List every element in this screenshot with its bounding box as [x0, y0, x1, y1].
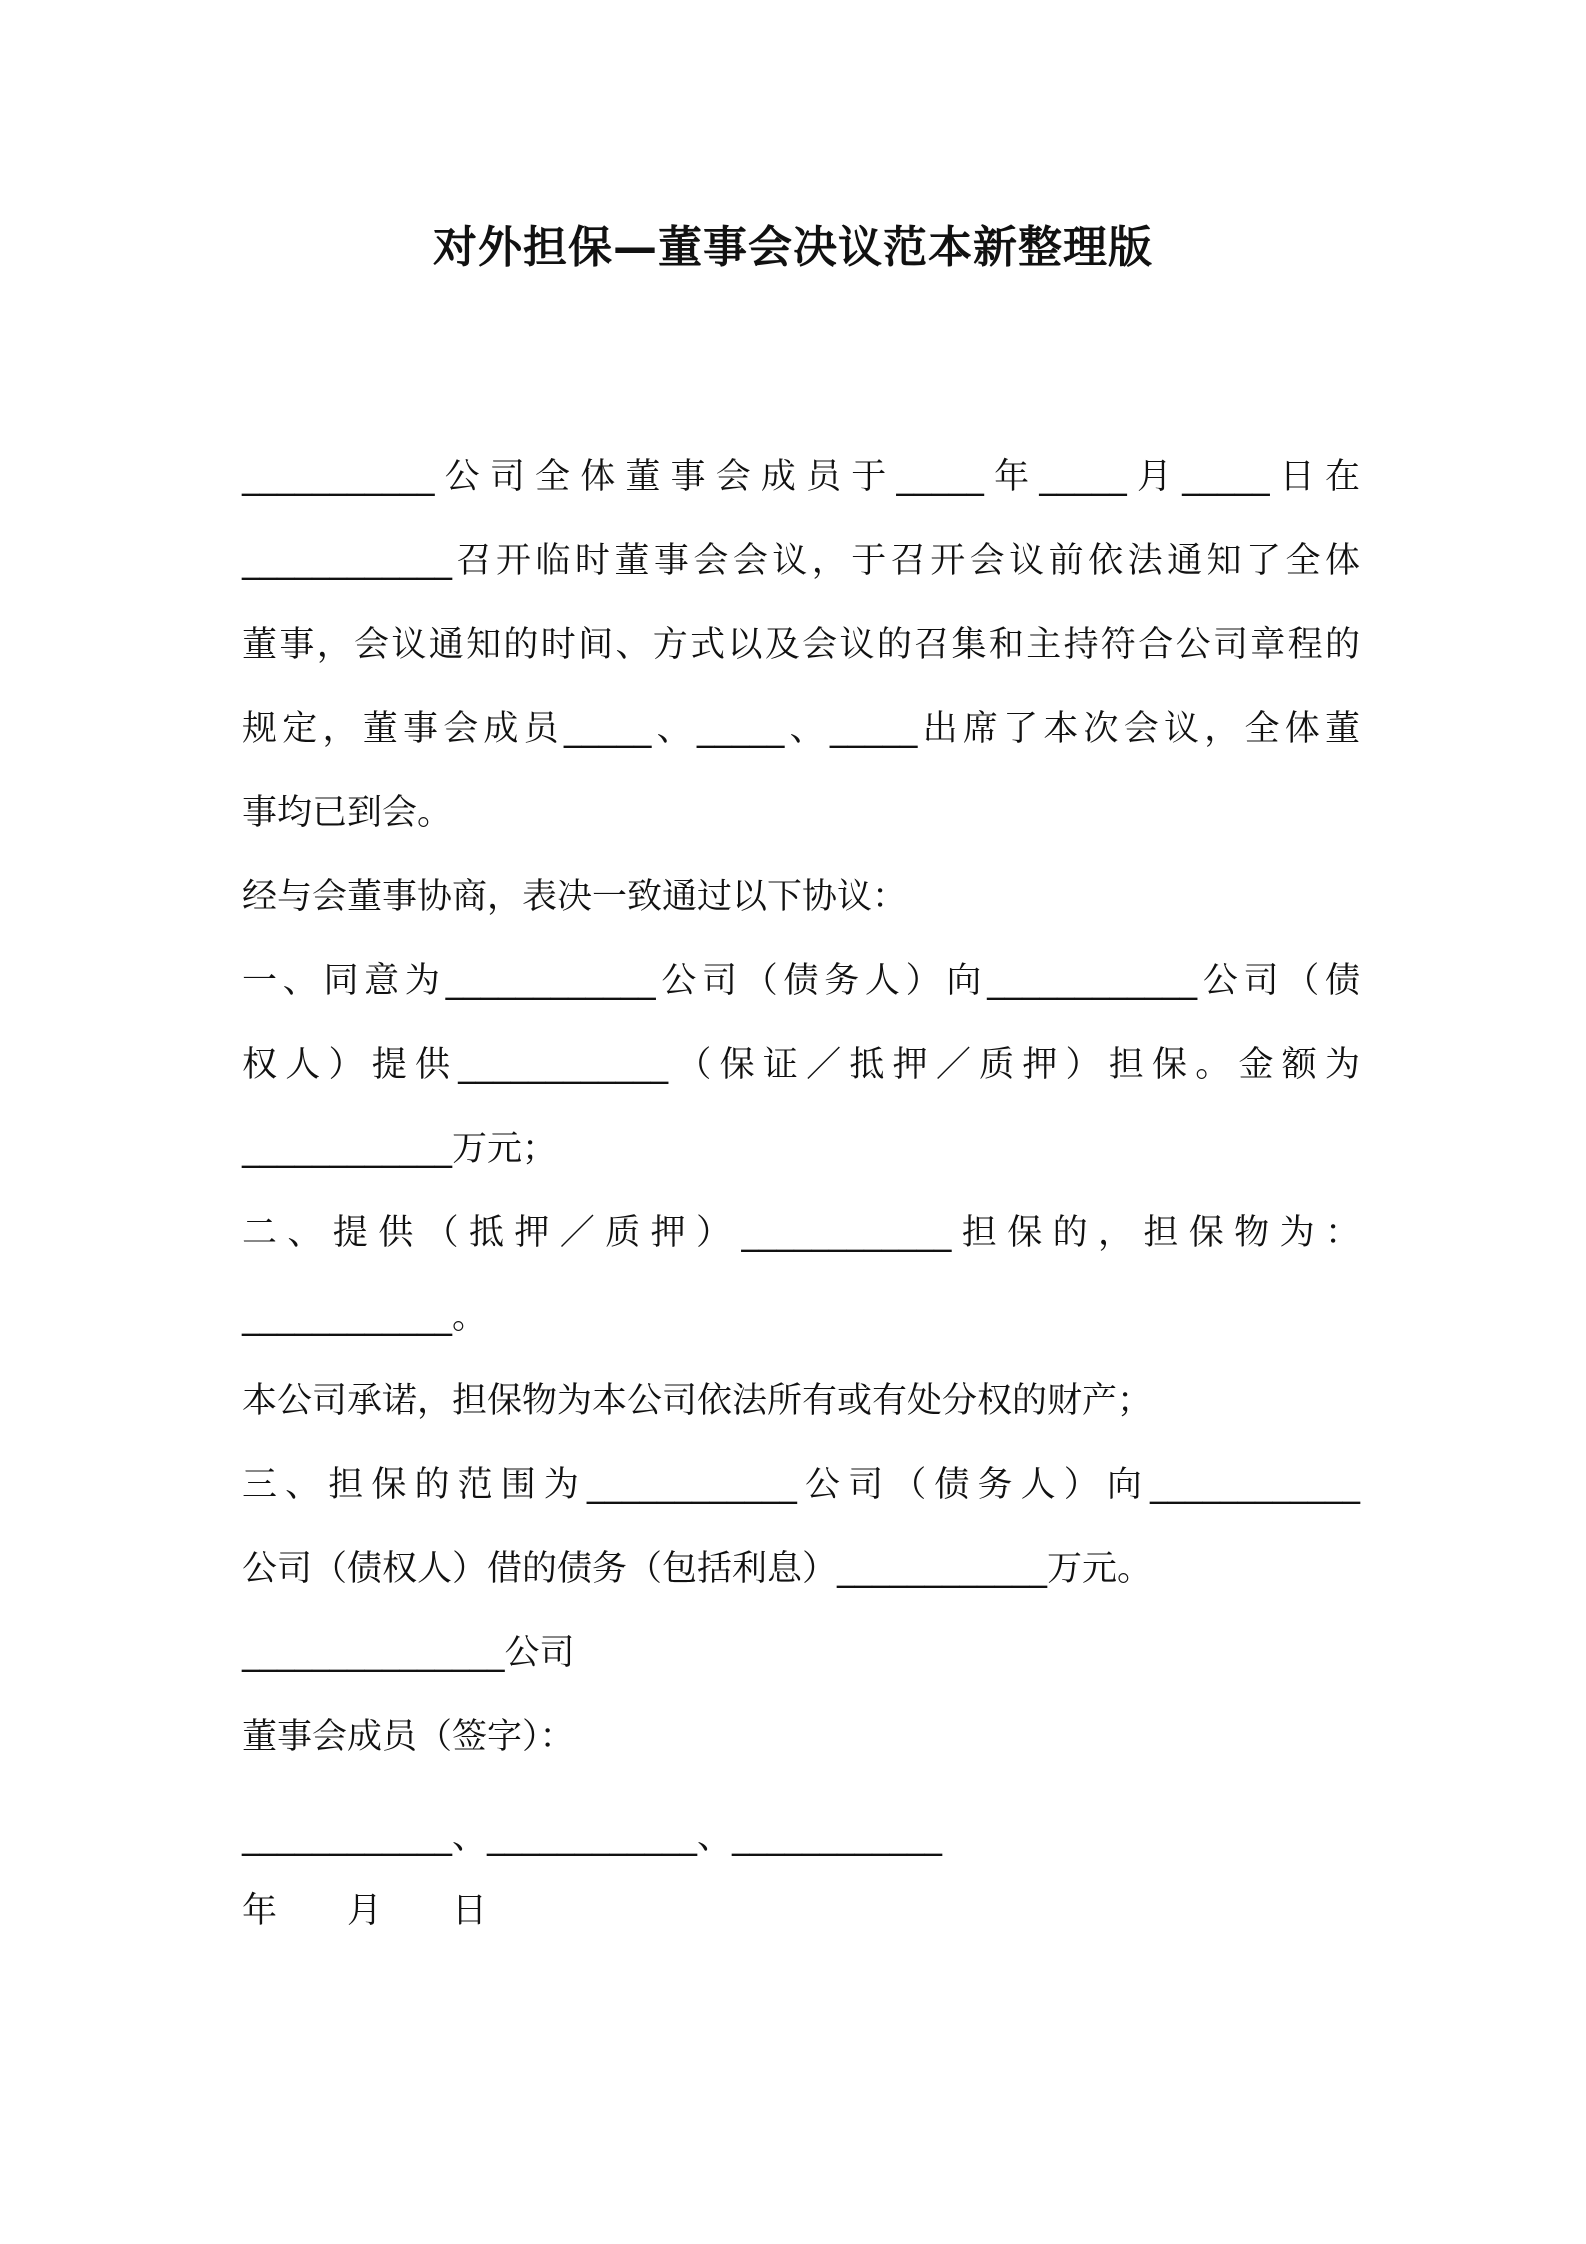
clause-3-line-2: 公司（债权人）借的债务（包括利息）____________万元。: [242, 1549, 1153, 1589]
company-commitment: 本公司承诺，担保物为本公司依法所有或有处分权的财产；: [242, 1381, 1153, 1421]
signature-blanks: ____________、____________、____________: [242, 1817, 943, 1857]
date-line: 年 月 日: [242, 1891, 488, 1931]
resolution-intro: 经与会董事协商，表决一致通过以下协议：: [242, 877, 908, 917]
paragraph-line-5: 事均已到会。: [242, 793, 453, 833]
paragraph-line-3: 董事，会议通知的时间、方式以及会议的召集和主持符合公司章程的: [242, 625, 1360, 665]
clause-3-line-1: 三、担保的范围为____________公司（债务人）向____________: [242, 1465, 1360, 1505]
clause-2-line-2: ____________。: [242, 1297, 488, 1337]
document-title: 对外担保—董事会决议范本新整理版: [433, 222, 1153, 273]
clause-1-line-3: ____________万元；: [242, 1129, 558, 1169]
clause-1-line-2: 权人）提供____________（保证／抵押／质押）担保。金额为: [242, 1045, 1360, 1085]
paragraph-line-4: 规定，董事会成员_____、_____、_____出席了本次会议，全体董: [242, 709, 1360, 749]
clause-1-line-1: 一、同意为____________公司（债务人）向____________公司（债: [242, 961, 1360, 1001]
company-name-blank: _______________公司: [242, 1633, 575, 1673]
paragraph-line-2: ____________召开临时董事会会议，于召开会议前依法通知了全体: [242, 541, 1360, 581]
clause-2-line-1: 二、提供（抵押／质押）____________担保的，担保物为：: [242, 1213, 1360, 1253]
paragraph-line-1: ___________公司全体董事会成员于_____年_____月_____日在: [242, 457, 1360, 497]
board-signature-label: 董事会成员（签字）：: [242, 1717, 575, 1757]
